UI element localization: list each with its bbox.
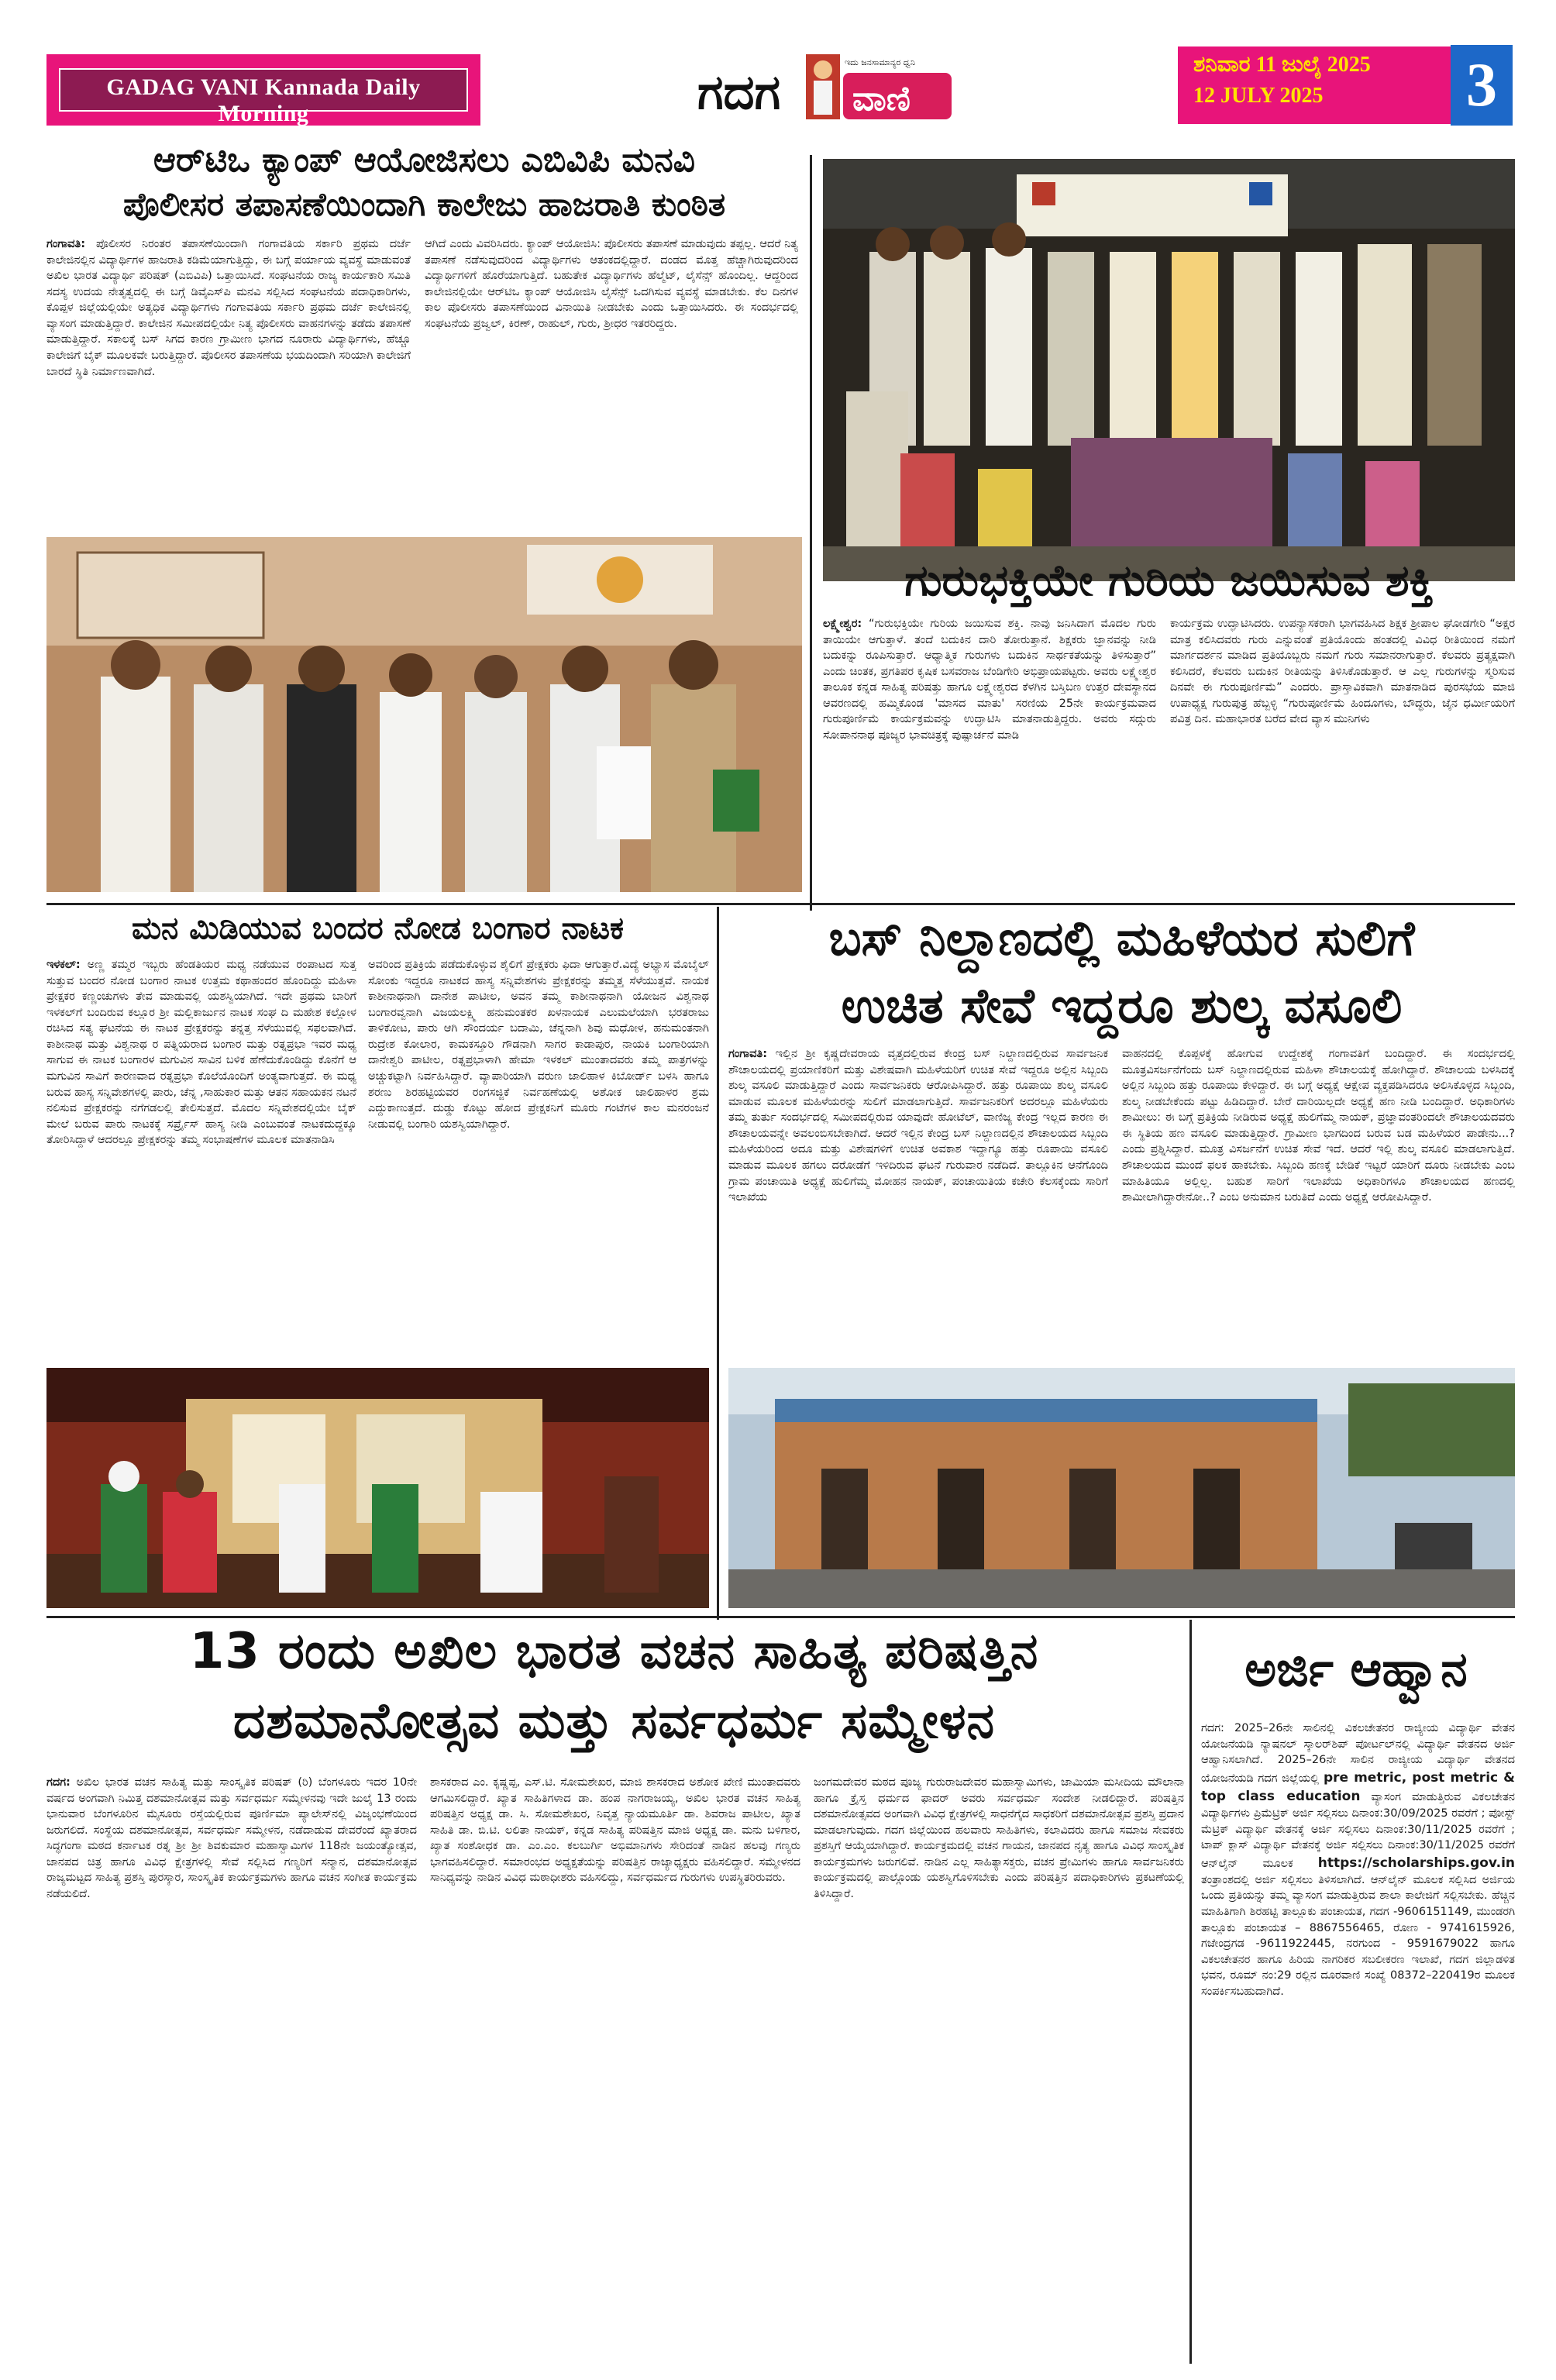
masthead-tagline: ಇದು ಜನಸಾಮಾನ್ಯರ ಧ್ವನಿ xyxy=(845,57,915,67)
gurubhakti-body-col-1: ಲಕ್ಷ್ಮೇಶ್ವರ: “ಗುರುಭಕ್ತಿಯೇ ಗುರಿಯ ಜಯಿಸುವ ಶಕ್ತಿ. ನಾವು ಜನಿಸಿದಾಗ ಮೊದಲ ಗುರು ತಾಯಿಯೇ ಆಗುತ್ತಾಳೆ. ತಂದೆ ಬದುಕಿನ ದಾರಿ ತೋರುತ್ತಾನೆ. ಶಿಕ್ಷಕರು ಜ್ಞಾನವನ್ನು ನೀಡಿ ಬದುಕನ್ನು ರೂಪಿಸುತ್ತಾರೆ. ಆಧ್ಯಾತ್ಮಿಕ ಗುರುಗಳು ಬದುಕಿನ ಸಾರ್ಥಕತೆಯನ್ನು ತಿಳಿಸುತ್ತಾರೆ” ಎಂದು ಚಿಂತಕ, ಪ್ರಗತಿಪರ ಕೃಷಿಕ ಬಸವರಾಜ ಬೆಂಡಿಗೇರಿ ಅಭಿಪ್ರಾಯಪಟ್ಟರು. ಅವರು ಲಕ್ಷ್ಮೇಶ್ವರ ತಾಲೂಕ ಕನ್ನಡ ಸಾಹಿತ್ಯ ಪರಿಷತ್ತು ಹಾಗೂ ಲಕ್ಷ್ಮೇಶ್ವರದ ಕೆಳಗಿನ ಬಸ್ತಿಬಣ ಉತ್ತರ ದೇವಸ್ಥಾನದ ಆವರಣದಲ್ಲಿ ಹಮ್ಮಿಕೊಂಡ 'ಮಾಸದ ಮಾತು' ಸರಣಿಯ 25ನೇ ಕಾರ್ಯಕ್ರಮವಾದ ಗುರುಪೂರ್ಣಿಮೆ ಕಾರ್ಯಕ್ರಮವನ್ನು ಉದ್ಘಾಟಿಸಿ ಮಾತನಾಡುತ್ತಿದ್ದರು. ಅವರು ಸದ್ಗುರು ಸೋಪಾನನಾಥ ಪೂಜ್ಯರ ಭಾವಚಿತ್ರಕ್ಕೆ ಪುಷ್ಪಾರ್ಚನೆ ಮಾಡಿ xyxy=(823,618,1156,742)
date-kannada: ಶನಿವಾರ 11 ಜುಲೈ 2025 xyxy=(1193,53,1371,77)
arji-end: ತಂತ್ರಾಂಶದಲ್ಲಿ ಅರ್ಜಿ ಸಲ್ಲಿಸಲು ತಿಳಿಸಲಾಗಿದೆ. ಆನ್‌ಲೈನ್ ಮೂಲಕ ಸಲ್ಲಿಸಿದ ಅರ್ಜಿಯ ಒಂದು ಪ್ರತಿಯನ್ನು ತಮ್ಮ ವ್ಯಾಸಂಗ ಮಾಡುತ್ತಿರುವ ಶಾಲಾ ಕಾಲೇಜಿಗೆ ಸಲ್ಲಿಸಬೇಕು. ಹೆಚ್ಚಿನ ಮಾಹಿತಿಗಾಗಿ ಶಿರಹಟ್ಟಿ ತಾಲ್ಲೂಕು ಪಂಚಾಯತ, ಗದಗ -9606151149, ಮುಂಡರಗಿ ತಾಲ್ಲೂಕು ಪಂಚಾಯತ – 8867556465, ರೋಣ - 9741615926, ಗಜೇಂದ್ರಗಡ -9611922445, ನರಗುಂದ - 9591679022 ಹಾಗೂ ವಿಕಲಚೇತನರ ಹಾಗೂ ಹಿರಿಯ ನಾಗರಿಕರ ಸಬಲೀಕರಣ ಇಲಾಖೆ, ಗದಗ ಜಿಲ್ಲಾಡಳಿತ ಭವನ, ರೂಮ್ ನಂ:29 ರಲ್ಲಿನ ದೂರವಾಣಿ ಸಂಖ್ಯೆ 08372–220419ರ ಮೂಲಕ ಸಂಪರ್ಕಿಸಬಹುದಾಗಿದೆ. xyxy=(1201,1873,1515,1998)
svg-text:ಗದಗ xyxy=(697,64,780,120)
section-divider xyxy=(46,903,1515,905)
vachana-body-col-3: ಜಂಗಮದೇವರ ಮಠದ ಪೂಜ್ಯ ಗುರುರಾಜದೇವರ ಮಹಾಸ್ವಾಮಿಗಳು, ಜಾಮಿಯಾ ಮಸೀದಿಯ ಮೌಲಾನಾ ಹಾಗೂ ಕ್ರೈಸ್ತ ಧರ್ಮದ ಫಾದರ್ ಅವರು ಸರ್ವಧರ್ಮ ಸಂದೇಶ ನೀಡಲಿದ್ದಾರೆ. ಪರಿಷತ್ತಿನ ದಶಮಾನೋತ್ಸವದ ಅಂಗವಾಗಿ ವಿವಿಧ ಕ್ಷೇತ್ರಗಳಲ್ಲಿ ಸಾಧನೆಗೈದ ಸಾಧಕರಿಗೆ ದಶಮಾನೋತ್ಸವ ಪ್ರಶಸ್ತಿ ಪ್ರದಾನ ಮಾಡಲಾಗುವುದು. ಗದಗ ಜಿಲ್ಲೆಯಿಂದ ಹಲವಾರು ಸಾಹಿತಿಗಳು, ಕಲಾವಿದರು ಹಾಗೂ ಸಮಾಜ ಸೇವಕರು ಪ್ರಶಸ್ತಿಗೆ ಆಯ್ಕೆಯಾಗಿದ್ದಾರೆ. ಕಾರ್ಯಕ್ರಮದಲ್ಲಿ ವಚನ ಗಾಯನ, ಜಾನಪದ ನೃತ್ಯ ಹಾಗೂ ವಿವಿಧ ಸಾಂಸ್ಕೃತಿಕ ಕಾರ್ಯಕ್ರಮಗಳು ಜರುಗಲಿವೆ. ನಾಡಿನ ಎಲ್ಲ ಸಾಹಿತ್ಯಾಸಕ್ತರು, ವಚನ ಪ್ರೇಮಿಗಳು ಹಾಗೂ ಸಾರ್ವಜನಿಕರು ಕಾರ್ಯಕ್ರಮದಲ್ಲಿ ಪಾಲ್ಗೊಂಡು ಯಶಸ್ವಿಗೊಳಿಸಬೇಕು ಎಂದು ಪರಿಷತ್ತಿನ ಪದಾಧಿಕಾರಿಗಳು ಪ್ರಕಟಣೆಯಲ್ಲಿ ತಿಳಿಸಿದ್ದಾರೆ. xyxy=(814,1776,1184,1901)
date-english: 12 JULY 2025 xyxy=(1193,84,1324,108)
natak-body-col-1: ಇಳಕಲ್: ಅಣ್ಣ ತಮ್ಮರ ಇಬ್ಬರು ಹೆಂಡತಿಯರ ಮಧ್ಯ ನಡೆಯುವ ರಂಪಾಟದ ಸುತ್ತ ಸುತ್ತುವ ಬಂದರ ನೋಡ ಬಂಗಾರ ನಾಟಕ ಉತ್ತಮ ಕಥಾಹಂದರ ಹೊಂದಿದ್ದು ಮಹಿಳಾ ಪ್ರೇಕ್ಷಕರ ಕಣ್ಣಂಚುಗಳು ತೇವ ಮಾಡುವಲ್ಲಿ ಯಶಸ್ವಿಯಾಗಿದೆ. ಇದೇ ಪ್ರಥಮ ಬಾರಿಗೆ ಇಳಕಲ್‌ಗೆ ಬಂದಿರುವ ಕಲ್ಲೂರ ಶ್ರೀ ಮಲ್ಲಿಕಾರ್ಜುನ ನಾಟಕ ಸಂಘ ದಿ ಮಹೇಶ ಕಲ್ಲೋಳ ರಚಿಸಿದ ಸತ್ಯ ಘಟನೆಯ ಈ ನಾಟಕ ಪ್ರೇಕ್ಷಕರನ್ನು ತನ್ನತ್ತ ಸೆಳೆಯುವಲ್ಲಿ ಸಫಲವಾಗಿದೆ. ಕಾಶೀನಾಥ ಮತ್ತು ವಿಶ್ವನಾಥ ರ ಪತ್ನಿಯರಾದ ಬಂಗಾರ ಮತ್ತು ರತ್ನಪ್ರಭಾ ಇವರ ಮಧ್ಯ ಸಾಗುವ ಈ ನಾಟಕ ಬಂಗಾರಳ ಮಗುವಿನ ಸಾವಿನ ಬಳಿಕ ಹೆಣೆದುಕೊಂಡಿದ್ದು ಕೊನೆಗೆ ಆ ಮಗುವಿನ ಸಾವಿಗೆ ಕಾರಣವಾದ ರತ್ನಪ್ರಭಾ ಕೊಲೆಯೊಂದಿಗೆ ಅಂತ್ಯವಾಗುತ್ತದೆ. ಈ ಮಧ್ಯ ಬರುವ ಹಾಸ್ಯ ಸನ್ನಿವೇಶಗಳಲ್ಲಿ ಪಾರು, ಚೆನ್ನ ,ಸಾಹುಕಾರ ಮತ್ತು ಆತನ ಸಹಾಯಕನ ನಟನೆ ನಲಿಸುವ ಪ್ರೇಕ್ಷಕರನ್ನು ನಗೆಗಡಲಲ್ಲಿ ತೇಲಿಸುತ್ತದೆ. ಮೊದಲ ಸನ್ನಿವೇಶದಲ್ಲಿಯೇ ಬೈಕ್ ಮೇಲೆ ಬರುವ ಪಾರು ನಾಟಕಕ್ಕೆ ಸರ್ಪ್ರೈಸ್ ಹಾಸ್ಯ ನೀಡಿ ಎಂಬುವಂತೆ ನಾಟಕದುದ್ದಕ್ಕೂ ತೋರಿಸಿದ್ದಾಳೆ ಆದರಲ್ಲೂ ಪ್ರೇಕ್ಷಕರನ್ನು ತಮ್ಮ ಸಂಭಾಷಣೆಗಳ ಮೂಲಕ ಮಾತನಾಡಿಸಿ xyxy=(46,959,356,1147)
arji-intro: ಗದಗ: 2025–26ನೇ ಸಾಲಿನಲ್ಲಿ ವಿಕಲಚೇತನರ ರಾಜ್ಯೀಯ ವಿದ್ಯಾರ್ಥಿ ವೇತನ ಯೋಜನೆಯಡಿ ನ್ಯಾಷನಲ್ ಸ್ಕಾಲರ್‌ಶಿಪ್ ಪೋರ್ಟಲ್‌ನಲ್ಲಿ ವಿದ್ಯಾರ್ಥಿ ವೇತನದ ಅರ್ಜಿ ಆಹ್ವಾನಿಸಲಾಗಿದೆ. 2025–26ನೇ ಸಾಲಿನ ರಾಜ್ಯೀಯ ವಿದ್ಯಾರ್ಥಿ ವೇತನದ ಯೋಜನೆಯಡಿ ಗದಗ ಜಿಲ್ಲೆಯಲ್ಲಿ xyxy=(1201,1722,1515,1785)
abvp-photo xyxy=(46,537,802,892)
portrait-icon xyxy=(806,54,840,119)
paper-name: GADAG VANI Kannada Daily Morning xyxy=(106,74,421,126)
scholarship-link[interactable]: https://scholarships.gov.in xyxy=(1317,1855,1515,1871)
bus-body-col-1: ಗಂಗಾವತಿ: ಇಲ್ಲಿನ ಶ್ರೀ ಕೃಷ್ಣದೇವರಾಯ ವೃತ್ತದಲ್ಲಿರುವ ಕೇಂದ್ರ ಬಸ್ ನಿಲ್ದಾಣದಲ್ಲಿರುವ ಸಾರ್ವಜನಿಕ ಶೌಚಾಲಯದಲ್ಲಿ ಪ್ರಯಾಣಿಕರಿಗೆ ಮತ್ತು ವಿಶೇಷವಾಗಿ ಮಹಿಳೆಯರಿಗೆ ಉಚಿತ ಸೇವೆ ಇದ್ದರೂ ಅಲ್ಲಿನ ಸಿಬ್ಬಂದಿ ಶುಲ್ಕ ವಸೂಲಿ ಮಾಡುತ್ತಿದ್ದಾರೆ ಎಂದು ಸಾರ್ವಜನಿಕರು ಆರೋಪಿಸಿದ್ದಾರೆ. ಹತ್ತು ರೂಪಾಯಿ ಶುಲ್ಕ ವಸೂಲಿ ಮಾಡುವ ಮೂಲಕ ಮಹಿಳೆಯರನ್ನು ಸುಲಿಗೆ ಮಾಡಲಾಗುತ್ತಿದೆ. ಸಾರ್ವಜನಿಕರಿಗೆ ಅದರಲ್ಲೂ ಮಹಿಳೆಯರು ತಮ್ಮ ತುರ್ತು ಸಂದರ್ಭದಲ್ಲಿ ಸಮೀಪದಲ್ಲಿರುವ ಯಾವುದೇ ಹೋಟೆಲ್, ವಾಣಿಜ್ಯ ಕೇಂದ್ರ ಇಲ್ಲದ ಕಾರಣ ಈ ಶೌಚಾಲಯವನ್ನೇ ಅವಲಂಬಿಸಬೇಕಾಗಿದೆ. ಆದರೆ ಇಲ್ಲಿನ ಕೇಂದ್ರ ಬಸ್ ನಿಲ್ದಾಣದಲ್ಲಿನ ಶೌಚಾಲಯದ ಸಿಬ್ಬಂದಿ ಮಹಿಳೆಯರಿಂದ ಅದೂ ಮತ್ತು ವಿಶೇಷಗಳಿಗೆ ಉಚಿತ ಅವಕಾಶ ಇದ್ದಾಗ್ಯೂ ಹತ್ತು ರೂಪಾಯಿ ವಸೂಲಿ ಮಾಡುವ ಮೂಲಕ ಹಗಲು ದರೋಡೆಗೆ ಇಳಿದಿರುವ ಘಟನೆ ಗುರುವಾರ ನಡೆದಿದೆ. ತಾಲ್ಲೂಕಿನ ಆನೆಗೊಂದಿ ಗ್ರಾಮ ಪಂಚಾಯಿತಿ ಅಧ್ಯಕ್ಷೆ ಹುಲಿಗೆಮ್ಮ ಮೋಹನ ನಾಯಕ್, ಪಂಚಾಯಿತಿಯ ಕಚೇರಿ ಕೆಲಸಕ್ಕೆಂದು ಸಾರಿಗೆ ಇಲಾಖೆಯ xyxy=(728,1048,1108,1204)
column-divider xyxy=(717,907,719,1620)
column-divider xyxy=(1189,1620,1192,2364)
natak-headline: ಮನ ಮಿಡಿಯುವ ಬಂದರ ನೋಡ ಬಂಗಾರ ನಾಟಕ xyxy=(132,911,624,946)
bus-headline-2: ಉಚಿತ ಸೇವೆ ಇದ್ದರೂ ಶುಲ್ಕ ವಸೂಲಿ xyxy=(841,977,1403,1034)
natak-body-col-2: ಅವರಿಂದ ಪ್ರತಿಕ್ರಿಯೆ ಪಡೆದುಕೊಳ್ಳುವ ಶೈಲಿಗೆ ಪ್ರೇಕ್ಷಕರು ಫಿದಾ ಆಗುತ್ತಾರೆ.ವಿದ್ಯೆ ಅಭ್ಯಾಸ ಮೊಬೈಲ್ ಸೋಂಕು ಇದ್ದರೂ ನಾಟಕದ ಹಾಸ್ಯ ಸನ್ನಿವೇಶಗಳು ಪ್ರೇಕ್ಷಕರನ್ನು ತಮ್ಮತ್ತ ಸೆಳೆಯುತ್ತವೆ. ನಾಯಕ ಕಾಶೀನಾಥನಾಗಿ ದಾನೇಶ ಪಾಟೀಲ, ಅವನ ತಮ್ಮ ಕಾಶೀನಾಥನಾಗಿ ಯೋಜನ ವಿಶ್ವನಾಥ ಬಂಗಾರವ್ವನಾಗಿ ವಿಜಯಲಕ್ಷ್ಮಿ ಹನುಮಂತಕರ ಖಳನಾಯಕ ಎಲುಮಲೆಯಾಗಿ ಭರತರಾಜು ತಾಳಿಕೋಟ, ಪಾರು ಆಗಿ ಸೌಂದರ್ಯ ಬದಾಮಿ, ಚೆನ್ನನಾಗಿ ಶಿವು ಮಧೋಳ, ಹನುಮಂತನಾಗಿ ರುದ್ರೇಶ ಕೋಲಾರ, ಕಾಮಕಸ್ತೂರಿ ಗೌಡನಾಗಿ ಸಾಗರ ಕಾಡಾಪುರ, ನಾಯಕಿ ಬಂಗಾರಿಯಾಗಿ ದಾನೇಶ್ವರಿ ಪಾಟೀಲ, ರತ್ನಪ್ರಭಾಳಾಗಿ ಹೇಮಾ ಇಳಕಲ್ ಮುಂತಾದವರು ತಮ್ಮ ಪಾತ್ರಗಳನ್ನು ಅಚ್ಚುಕಟ್ಟಾಗಿ ನಿರ್ವಹಿಸಿದ್ದಾರೆ. ವ್ಯಾಪಾರಿಯಾಗಿ ವರುಣ ಜಾಲಿಹಾಳ ಕಿಬೋರ್ಡ್ ಬಳಸಿ ಹಾಗೂ ಶರಣು ಶಿರಹಟ್ಟಿಯವರ ರಂಗಸಜ್ಜಿಕೆ ನಿರ್ವಹಣೆಯಲ್ಲಿ ಅಶೋಕ ಜಾಲಿಹಾಳರ ಶ್ರಮ ಎದ್ದುಕಾಣುತ್ತದೆ. ದುಡ್ಡು ಕೊಟ್ಟು ಹೋದ ಪ್ರೇಕ್ಷಕನಿಗೆ ಮೂರು ಗಂಟೆಗಳ ಕಾಲ ಮನರಂಜನೆ ನೀಡುವಲ್ಲಿ ಬಂಗಾರಿ ಯಶಸ್ವಿಯಾಗಿದ್ದಾರೆ. xyxy=(368,959,709,1131)
vachana-body-col-1: ಗದಗ: ಅಖಿಲ ಭಾರತ ವಚನ ಸಾಹಿತ್ಯ ಮತ್ತು ಸಾಂಸ್ಕೃತಿಕ ಪರಿಷತ್ (ರಿ) ಬೆಂಗಳೂರು ಇದರ 10ನೇ ವರ್ಷದ ಅಂಗವಾಗಿ ನಿಮಿತ್ತ ದಶಮಾನೋತ್ಸವ ಮತ್ತು ಸರ್ವಧರ್ಮ ಸಮ್ಮೇಳನವು ಇದೇ ಜುಲೈ 13 ರಂದು ಭಾನುವಾರ ಬೆಂಗಳೂರಿನ ಮೈಸೂರು ರಸ್ತೆಯಲ್ಲಿರುವ ಪೂರ್ಣಿಮಾ ಪ್ಯಾಲೇಸ್‌ನಲ್ಲಿ ವಿಜೃಂಭಣೆಯಿಂದ ಜರುಗಲಿದೆ. ಸಂಸ್ಥೆಯ ದಶಮಾನೋತ್ಸವ, ಸರ್ವಧರ್ಮ ಸಮ್ಮೇಳನ, ನಡೆದಾಡುವ ದೇವರೆಂದೆ ಖ್ಯಾತರಾದ ಸಿದ್ಧಗಂಗಾ ಮಠದ ಕರ್ನಾಟಕ ರತ್ನ ಶ್ರೀ ಶ್ರೀ ಶಿವಕುಮಾರ ಮಹಾಸ್ವಾಮಿಗಳ 118ನೇ ಜಯಂತ್ಯೋತ್ಸವ, ಜಾನಪದ ಚಿತ್ರ ಹಾಗೂ ವಿವಿಧ ಕ್ಷೇತ್ರಗಳಲ್ಲಿ ಸೇವೆ ಸಲ್ಲಿಸಿದ ಗಣ್ಯರಿಗೆ ಸನ್ಮಾನ, ದಶಮಾನೋತ್ಸವ ರಾಜ್ಯಮಟ್ಟದ ಸಾಹಿತ್ಯ ಪ್ರಶಸ್ತಿ ಪುರಸ್ಕಾರ, ಸಾಂಸ್ಕೃತಿಕ ಕಾರ್ಯಕ್ರಮಗಳು ಹಾಗೂ ವಚನ ಸಂಗೀತ ಕಾರ್ಯಕ್ರಮ ನಡೆಯಲಿದೆ. xyxy=(46,1776,417,1901)
vachana-headline-1: 13 ರಂದು ಅಖಿಲ ಭಾರತ ವಚನ ಸಾಹಿತ್ಯ ಪರಿಷತ್ತಿನ xyxy=(189,1623,1039,1680)
vachana-headline-2: ದಶಮಾನೋತ್ಸವ ಮತ್ತು ಸರ್ವಧರ್ಮ ಸಮ್ಮೇಳನ xyxy=(232,1693,996,1750)
abvp-body-col-2: ಆಗಿದೆ ಎಂದು ವಿವರಿಸಿದರು. ಕ್ಯಾಂಪ್ ಆಯೋಜಿಸಿ: ಪೊಲೀಸರು ತಪಾಸಣೆ ಮಾಡುವುದು ತಪ್ಪಲ್ಲ. ಆದರೆ ನಿತ್ಯ ತಪಾಸಣೆ ನಡೆಸುವುದರಿಂದ ವಿದ್ಯಾರ್ಥಿಗಳು ಆತಂಕದಲ್ಲಿದ್ದಾರೆ. ದಂಡದ ಮೊತ್ತ ಹೆಚ್ಚಾಗಿರುವುದರಿಂದ ವಿದ್ಯಾರ್ಥಿಗಳಿಗೆ ಹೊರೆಯಾಗುತ್ತಿದೆ. ಬಹುತೇಕ ವಿದ್ಯಾರ್ಥಿಗಳು ಹೆಲ್ಮೆಟ್, ಲೈಸೆನ್ಸ್ ಹೊಂದಿಲ್ಲ. ಆದ್ದರಿಂದ ಕಾಲೇಜಿನಲ್ಲಿಯೇ ಆರ್‌ಟಿಒ ಕ್ಯಾಂಪ್ ಆಯೋಜಿಸಿ ಲೈಸೆನ್ಸ್ ಒದಗಿಸುವ ವ್ಯವಸ್ಥೆ ಮಾಡಬೇಕು. ಕೆಲ ದಿನಗಳ ಕಾಲ ಪೊಲೀಸರು ತಪಾಸಣೆಯಿಂದ ವಿನಾಯಿತಿ ನೀಡಬೇಕು ಎಂದು ಒತ್ತಾಯಿಸಿದರು. ಈ ಸಂದರ್ಭದಲ್ಲಿ ಸಂಘಟನೆಯ ಪ್ರಜ್ವಲ್, ಕಿರಣ್, ರಾಹುಲ್, ಗುರು, ಶ್ರೀಧರ ಇತರರಿದ್ದರು. xyxy=(425,238,798,330)
header-banner xyxy=(46,54,480,126)
masthead-left-text: ಗದಗ xyxy=(697,64,781,120)
gurubhakti-body-col-2: ಕಾರ್ಯಕ್ರಮ ಉದ್ಘಾಟಿಸಿದರು. ಉಪನ್ಯಾಸಕರಾಗಿ ಭಾಗವಹಿಸಿದ ಶಿಕ್ಷಕ ಶ್ರೀಪಾಲ ಘೋಡಗೇರಿ “ಅಕ್ಷರ ಮಾತ್ರ ಕಲಿಸಿದವರು ಗುರು ಎನ್ನುವಂತೆ ಪ್ರತಿಯೊಂದು ಹಂತದಲ್ಲಿ ವಿವಿಧ ರೀತಿಯಿಂದ ನಮಗೆ ಮಾರ್ಗದರ್ಶನ ಮಾಡಿದ ಪ್ರತಿಯೊಬ್ಬರು ನಮಗೆ ಗುರು ಸಮಾನರಾಗುತ್ತಾರೆ. ಕೆಲವರು ಪ್ರತ್ಯಕ್ಷವಾಗಿ ಕಲಿಸಿದರೆ, ಕೆಲವರು ಬದುಕಿನ ರೀತಿಯನ್ನು ತಿಳಿಸಿಕೊಡುತ್ತಾರೆ. ಆ ಎಲ್ಲ ಗುರುಗಳನ್ನು ಸ್ಮರಿಸುವ ದಿನವೇ ಈ ಗುರುಪೂರ್ಣಿಮೆ” ಎಂದರು. ಪ್ರಾಸ್ತಾವಿಕವಾಗಿ ಮಾತನಾಡಿದ ಪುರಸಭೆಯ ಮಾಜಿ ಉಪಾಧ್ಯಕ್ಷ ಗುರುಪುತ್ರ ಹೆಬ್ಬಳ್ಳಿ “ಗುರುಪೂರ್ಣಿಮೆ ಹಿಂದೂಗಳು, ಬೌದ್ಧರು, ಜೈನ ಧರ್ಮೀಯರಿಗೆ ಪವಿತ್ರ ದಿನ. ಮಹಾಭಾರತ ಬರೆದ ವೇದ ವ್ಯಾಸ ಮುನಿಗಳು xyxy=(1170,618,1515,726)
page-number: 3 xyxy=(1451,45,1513,126)
bus-body-col-2: ವಾಹನದಲ್ಲಿ ಕೊಪ್ಪಳಕ್ಕೆ ಹೋಗುವ ಉದ್ದೇಶಕ್ಕೆ ಗಂಗಾವತಿಗೆ ಬಂದಿದ್ದಾರೆ. ಈ ಸಂದರ್ಭದಲ್ಲಿ ಮೂತ್ರವಿಸರ್ಜನೆಗೆಂದು ಬಸ್ ನಿಲ್ದಾಣದಲ್ಲಿರುವ ಮಹಿಳಾ ಶೌಚಾಲಯಕ್ಕೆ ಹೋಗಿದ್ದಾರೆ. ಶೌಚಾಲಯ ಬಳಸಿದಕ್ಕೆ ಅಲ್ಲಿನ ಸಿಬ್ಬಂದಿ ಹತ್ತು ರೂಪಾಯಿ ಕೇಳಿದ್ದಾರೆ. ಈ ಬಗ್ಗೆ ಅಧ್ಯಕ್ಷೆ ಆಕ್ಷೇಪ ವ್ಯಕ್ತಪಡಿಸಿದರೂ ಅಲಿಸಿಕೊಳ್ಳದ ಸಿಬ್ಬಂದಿ, ಶುಲ್ಕ ನೀಡಬೇಕೆಂದು ಪಟ್ಟು ಹಿಡಿದಿದ್ದಾರೆ. ಬೇರೆ ದಾರಿಯಿಲ್ಲದೇ ಅಧ್ಯಕ್ಷೆ ಹಣ ನೀಡಿ ಬಂದಿದ್ದಾರೆ. ಅಧಿಕಾರಿಗಳು ಶಾಮೀಲು: ಈ ಬಗ್ಗೆ ಪ್ರತಿಕ್ರಿಯೆ ನೀಡಿರುವ ಅಧ್ಯಕ್ಷೆ ಹುಲಿಗೆಮ್ಮ ನಾಯಕ್, ಪ್ರಜ್ಞಾವಂತರಿಂದಲೇ ಶೌಚಾಲಯದವರು ಈ ಸ್ಥಿತಿಯ ಹಣ ವಸೂಲಿ ಮಾಡುತ್ತಿದ್ದಾರೆ. ಗ್ರಾಮೀಣ ಭಾಗದಿಂದ ಬರುವ ಬಡ ಮಹಿಳೆಯರ ಪಾಡೇನು...? ಎಂದು ಪ್ರಶ್ನಿಸಿದ್ದಾರೆ. ಮೂತ್ರ ವಿಸರ್ಜನೆಗೆ ಉಚಿತ ಸೇವೆ ಇದೆ. ಆದರೆ ಇಲ್ಲಿ ಶುಲ್ಕ ವಸೂಲಿ ಮಾಡಲಾಗುತ್ತಿದೆ. ಶೌಚಾಲಯದ ಮುಂದೆ ಫಲಕ ಹಾಕಬೇಕು. ಸಿಬ್ಬಂದಿ ಹಣಕ್ಕೆ ಬೇಡಿಕೆ ಇಟ್ಟರೆ ಯಾರಿಗೆ ದೂರು ನೀಡಬೇಕು ಎಂಬ ಮಾಹಿತಿಯೂ ಅಲ್ಲಿಲ್ಲ. ಬಹುಶ ಸಾರಿಗೆ ಇಲಾಖೆಯ ಅಧಿಕಾರಿಗಳೂ ಶೌಚಾಲಯದ ಹಣದಲ್ಲಿ ಶಾಮೀಲಾಗಿದ್ದಾರೇನೋ..? ಎಂಬ ಅನುಮಾನ ಬರುತಿದೆ ಎಂದು ಅಧ್ಯಕ್ಷೆ ಆರೋಪಿಸಿದ್ದಾರೆ. xyxy=(1122,1048,1515,1204)
arji-highlight: pre metric, post metric & top class education xyxy=(1201,1769,1515,1804)
column-divider xyxy=(810,155,812,911)
vachana-body-col-2: ಶಾಸಕರಾದ ಎಂ. ಕೃಷ್ಣಪ್ಪ, ಎಸ್.ಟಿ. ಸೋಮಶೇಖರ, ಮಾಜಿ ಶಾಸಕರಾದ ಅಶೋಕ ಖೇಣಿ ಮುಂತಾದವರು ಆಗಮಿಸಲಿದ್ದಾರೆ. ಖ್ಯಾತ ಸಾಹಿತಿಗಳಾದ ಡಾ. ಹಂಪ ನಾಗರಾಜಯ್ಯ, ಅಖಿಲ ಭಾರತ ವಚನ ಸಾಹಿತ್ಯ ಪರಿಷತ್ತಿನ ಅಧ್ಯಕ್ಷ ಡಾ. ಸಿ. ಸೋಮಶೇಖರ, ನಿವೃತ್ತ ನ್ಯಾಯಮೂರ್ತಿ ಡಾ. ಶಿವರಾಜ ಪಾಟೀಲ, ಖ್ಯಾತ ಸಾಹಿತಿ ಡಾ. ಬಿ.ಟಿ. ಲಲಿತಾ ನಾಯಕ್, ಕನ್ನಡ ಸಾಹಿತ್ಯ ಪರಿಷತ್ತಿನ ಮಾಜಿ ಅಧ್ಯಕ್ಷ ಡಾ. ಮನು ಬಳಿಗಾರ, ಖ್ಯಾತ ಸಂಶೋಧಕ ಡಾ. ಎಂ.ಎಂ. ಕಲಬುರ್ಗಿ ಅಭಿಮಾನಿಗಳು ಸೇರಿದಂತೆ ನಾಡಿನ ಹಲವು ಗಣ್ಯರು ಭಾಗವಹಿಸಲಿದ್ದಾರೆ. ಸಮಾರಂಭದ ಅಧ್ಯಕ್ಷತೆಯನ್ನು ಪರಿಷತ್ತಿನ ರಾಜ್ಯಾಧ್ಯಕ್ಷರು ವಹಿಸಲಿದ್ದಾರೆ. ಸಮ್ಮೇಳನದ ಸಾನಿಧ್ಯವನ್ನು ನಾಡಿನ ವಿವಿಧ ಮಠಾಧೀಶರು ವಹಿಸಲಿದ್ದು, ಸರ್ವಧರ್ಮದ ಗುರುಗಳು ಉಪಸ್ಥಿತರಿರುವರು. xyxy=(430,1776,800,1885)
natak-photo xyxy=(46,1368,709,1608)
abvp-headline-1: ಆರ್‌ಟಿಒ ಕ್ಯಾಂಪ್ ಆಯೋಜಿಸಲು ಎಬಿವಿಪಿ ಮನವಿ xyxy=(153,140,696,180)
bus-headline-1: ಬಸ್ ನಿಲ್ದಾಣದಲ್ಲಿ ಮಹಿಳೆಯರ ಸುಲಿಗೆ xyxy=(828,910,1415,966)
abvp-headline-2: ಪೊಲೀಸರ ತಪಾಸಣೆಯಿಂದಾಗಿ ಕಾಲೇಜು ಹಾಜರಾತಿ ಕುಂಠಿತ xyxy=(122,185,726,223)
section-divider xyxy=(46,1616,1515,1618)
abvp-body-col-1: ಗಂಗಾವತಿ: ಪೊಲೀಸರ ನಿರಂತರ ತಪಾಸಣೆಯಿಂದಾಗಿ ಗಂಗಾವತಿಯ ಸರ್ಕಾರಿ ಪ್ರಥಮ ದರ್ಜೆ ಕಾಲೇಜಿನಲ್ಲಿನ ವಿದ್ಯಾರ್ಥಿಗಳ ಹಾಜರಾತಿ ಕಡಿಮೆಯಾಗುತ್ತಿದ್ದು, ಈ ಬಗ್ಗೆ ಪರ್ಯಾಯ ವ್ಯವಸ್ಥೆ ಮಾಡುವಂತೆ ಅಖಿಲ ಭಾರತ ವಿದ್ಯಾರ್ಥಿ ಪರಿಷತ್ (ಎಬಿವಿಪಿ) ಒತ್ತಾಯಿಸಿದೆ. ಸಂಘಟನೆಯ ರಾಜ್ಯ ಕಾರ್ಯಕಾರಿ ಸಮಿತಿ ಸದಸ್ಯ ಉದಯ ನೇತೃತ್ವದಲ್ಲಿ ಈ ಬಗ್ಗೆ ಡಿವೈಎಸ್‌ಪಿ ಮನವಿ ಸಲ್ಲಿಸಿದ ಸಂಘಟನೆಯ ಪದಾಧಿಕಾರಿಗಳು, ಕೊಪ್ಪಳ ಜಿಲ್ಲೆಯಲ್ಲಿಯೇ ಅತ್ಯಧಿಕ ವಿದ್ಯಾರ್ಥಿಗಳು ಗಂಗಾವತಿಯ ಸರ್ಕಾರಿ ಪ್ರಥಮ ದರ್ಜೆ ಕಾಲೇಜಿನಲ್ಲಿ ವ್ಯಾಸಂಗ ಮಾಡುತ್ತಿದ್ದಾರೆ. ಕಾಲೇಜಿನ ಸಮೀಪದಲ್ಲಿಯೇ ನಿತ್ಯ ಪೊಲೀಸರು ವಾಹನಗಳನ್ನು ತಡೆದು ತಪಾಸಣೆ ಮಾಡುತ್ತಿದ್ದಾರೆ. ಸಕಾಲಕ್ಕೆ ಬಸ್ ಸಿಗದ ಕಾರಣ ಗ್ರಾಮೀಣ ಭಾಗದ ನೂರಾರು ವಿದ್ಯಾರ್ಥಿಗಳು, ಹೆಚ್ಚೂ ಕಾಲೇಜಿಗೆ ಬೈಕ್ ಮೂಲಕವೇ ಬರುತ್ತಿದ್ದಾರೆ. ಪೊಲೀಸರ ತಪಾಸಣೆಯ ಭಯದಿಂದಾಗಿ ಸರಿಯಾಗಿ ಕಾಲೇಜಿಗೆ ಬಾರದೆ ಸ್ಥಿತಿ ನಿರ್ಮಾಣವಾಗಿದೆ. xyxy=(46,238,411,378)
arji-headline: ಅರ್ಜಿ ಆಹ್ವಾನ xyxy=(1244,1641,1468,1697)
masthead-logo xyxy=(697,48,953,126)
gurubhakti-headline: ಗುರುಭಕ್ತಿಯೇ ಗುರಿಯ ಜಯಿಸುವ ಶಕ್ತಿ xyxy=(904,556,1434,606)
bus-photo xyxy=(728,1368,1515,1608)
header-banner-box xyxy=(59,68,468,126)
arji-middle: ವ್ಯಾಸಂಗ ಮಾಡುತ್ತಿರುವ ವಿಕಲಚೇತನ ವಿದ್ಯಾರ್ಥಿಗಳು ಪ್ರಿಮೆಟ್ರಿಕ್ ಅರ್ಜಿ ಸಲ್ಲಿಸಲು ದಿನಾಂಕ:30/09/2025 ರವರೆಗೆ ; ಪೋಸ್ಟ್ ಮೆಟ್ರಿಕ್ ವಿದ್ಯಾರ್ಥಿ ವೇತನಕ್ಕೆ ಅರ್ಜಿ ಸಲ್ಲಿಸಲು ದಿನಾಂಕ:30/11/2025 ರವರೆಗೆ ; ಟಾಪ್ ಕ್ಲಾಸ್ ವಿದ್ಯಾರ್ಥಿ ವೇತನಕ್ಕೆ ಅರ್ಜಿ ಸಲ್ಲಿಸಲು ದಿನಾಂಕ:30/11/2025 ರವರೆಗೆ ಆನ್‌ಲೈನ್ ಮೂಲಕ xyxy=(1201,1790,1515,1870)
svg-text:ವಾಣಿ xyxy=(852,79,911,119)
date-box xyxy=(1178,46,1488,124)
gurubhakti-photo xyxy=(823,159,1515,581)
masthead-right-text: ವಾಣಿ xyxy=(852,79,911,119)
arji-body xyxy=(1201,1720,1515,2371)
svg-text:ಇದು ಜನಸಾಮಾನ್ಯರ ಧ್ವನಿ xyxy=(845,57,915,68)
